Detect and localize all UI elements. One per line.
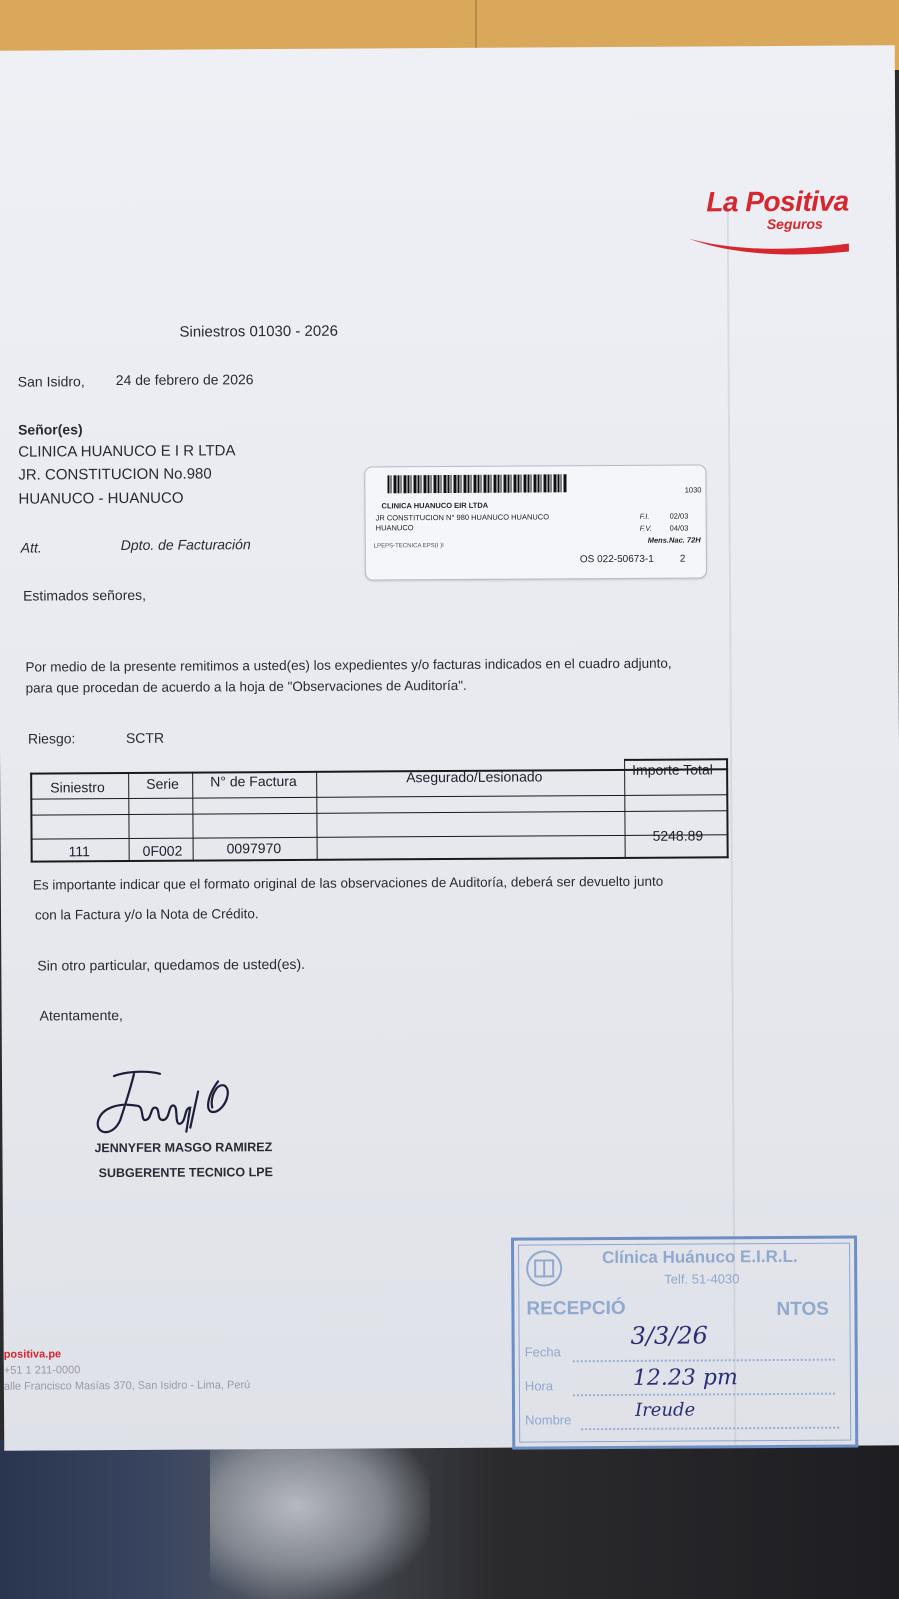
footer-address: alle Francisco Masías 370, San Isidro - Lima, Perú — [3, 1379, 251, 1393]
addressee-line: CLINICA HUANUCO E I R LTDA — [18, 442, 236, 461]
sticker-address-city: HUANUCO — [375, 523, 414, 533]
table-cell-siniestro: 111 — [68, 843, 90, 860]
greeting: Estimados señores, — [23, 586, 147, 604]
handwritten-date: 3/3/26 — [630, 1321, 708, 1350]
table-header-importe: Importe Total — [632, 761, 713, 778]
logo-swoosh-icon — [689, 232, 849, 259]
addressee-line: JR. CONSTITUCION No.980 — [18, 465, 212, 484]
signer-title: SUBGERENTE TECNICO LPE — [98, 1165, 273, 1181]
closing-text: Sin otro particular, quedamos de usted(es). — [37, 955, 306, 974]
address-label-sticker — [364, 464, 707, 580]
salutation-title: Señor(es) — [17, 421, 83, 438]
table-cell-importe: 5248.89 — [652, 827, 704, 844]
att-label: Att. — [20, 539, 42, 556]
riesgo-label: Riesgo: — [27, 730, 76, 747]
stamp-hora-label: Hora — [524, 1378, 554, 1394]
handwritten-time: 12.23 pm — [632, 1365, 738, 1391]
sticker-address: JR CONSTITUCION N° 980 HUANUCO HUANUCO — [375, 512, 550, 523]
note-line: Es importante indicar que el formato original de las observaciones de Auditoría, deberá ser devuelto junto — [32, 873, 664, 893]
table-header-factura: N° de Factura — [210, 772, 297, 790]
table-cell-factura: 0097970 — [226, 840, 282, 857]
footer-phone: +51 1 211-0000 — [3, 1364, 81, 1377]
body-line: para que procedan de acuerdo a la hoja de "Observaciones de Auditoría". — [25, 677, 467, 696]
letter-date: 24 de febrero de 2026 — [115, 371, 254, 389]
table-header-asegurado: Asegurado/Lesionado — [406, 768, 543, 786]
handwritten-name: Ireude — [634, 1399, 696, 1421]
logo-wordmark: La Positiva — [706, 185, 849, 218]
table-cell-serie: 0F002 — [142, 842, 183, 859]
riesgo-value: SCTR — [125, 729, 165, 746]
sticker-fi-label: F.I. — [639, 511, 650, 521]
sticker-name: CLINICA HUANUCO EIR LTDA — [381, 500, 489, 511]
att-value: Dpto. de Facturación — [120, 536, 251, 554]
table-header-serie: Serie — [146, 775, 179, 792]
body-line: Por medio de la presente remitimos a usted(es) los expedientes y/o facturas indicados en el cuadro adjunto, — [25, 655, 672, 675]
addressee-line: HUANUCO - HUANUCO — [18, 489, 184, 508]
la-positiva-logo — [679, 186, 849, 257]
logo-subtitle: Seguros — [766, 215, 823, 233]
place: San Isidro, — [17, 373, 85, 390]
reception-stamp — [511, 1236, 858, 1450]
sticker-fi-value: 02/03 — [669, 511, 689, 521]
stamp-nombre-label: Nombre — [525, 1412, 572, 1428]
sticker-fv-value: 04/03 — [669, 523, 689, 533]
letter-page — [0, 45, 899, 1450]
footer-website: positiva.pe — [3, 1348, 62, 1361]
table-surface-background — [0, 1440, 899, 1599]
stamp-clinic-name: Clínica Huánuco E.I.R.L. — [602, 1246, 798, 1268]
signer-name: JENNYFER MASGO RAMIREZ — [94, 1140, 273, 1156]
stamp-title-left: RECEPCIÓ — [526, 1297, 626, 1320]
stamp-title-right: NTOS — [776, 1298, 829, 1321]
sticker-os: OS 022-50673-1 — [579, 553, 654, 566]
sticker-mens: Mens.Nac. 72H — [647, 535, 701, 545]
table-header-siniestro: Siniestro — [50, 779, 105, 796]
plastic-bag — [210, 1445, 430, 1599]
sticker-os-number: 2 — [679, 553, 686, 565]
claims-table — [30, 758, 729, 862]
sticker-dept: LPEPS-TECNICA EPS(I )I — [373, 543, 444, 550]
note-line: con la Factura y/o la Nota de Crédito. — [34, 906, 259, 923]
stamp-fecha-label: Fecha — [524, 1344, 561, 1360]
sign-off: Atentamente, — [39, 1007, 123, 1024]
claim-reference: Siniestros 01030 - 2026 — [179, 322, 338, 341]
sticker-fv-label: F.V. — [639, 523, 652, 533]
sticker-corner-code: 1030 — [684, 485, 702, 495]
stamp-phone: Telf. 51-4030 — [664, 1271, 740, 1287]
clinic-seal-icon — [524, 1248, 564, 1288]
barcode-icon — [387, 474, 567, 493]
signature-icon — [94, 1067, 254, 1140]
